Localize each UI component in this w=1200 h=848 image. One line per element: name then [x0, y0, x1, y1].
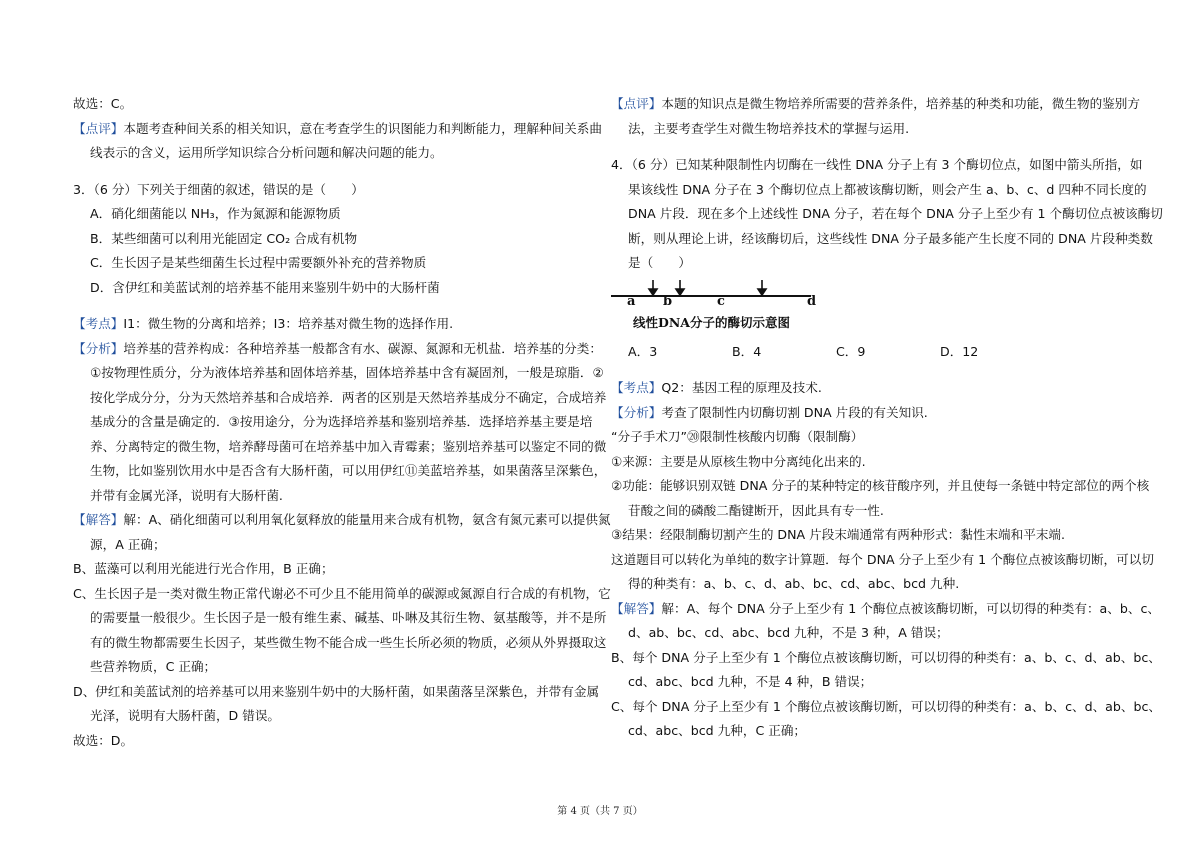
question-3-option-d: D．含伊红和美蓝试剂的培养基不能用来鉴别牛奶中的大肠杆菌 [90, 279, 440, 295]
comment-tag: 【点评】 [611, 96, 662, 111]
knowledge-point-text: I1：微生物的分离和培养；I3：培养基对微生物的选择作用. [123, 316, 454, 331]
knowledge-point-line [73, 312, 593, 337]
knowledge-point-tag: 【考点】 [611, 380, 662, 395]
comment-line: 法，主要考查学生对微生物培养技术的掌握与运用. [628, 120, 910, 136]
fragment-label-c: c [717, 293, 725, 309]
left-column [73, 92, 611, 753]
comment-text: 本题考查种间关系的相关知识，意在考查学生的识图能力和判断能力，理解种间关系曲 [123, 120, 602, 136]
answer-line: D、伊红和美蓝试剂的培养基可以用来鉴别牛奶中的大肠杆菌，如果菌落呈深紫色，并带有金属 [73, 683, 600, 699]
answer-line: 有的微生物都需要生长因子，某些微生物不能合成一些生长所必须的物质，必须从外界摄取这 [90, 634, 607, 650]
option-a: A．3 [628, 343, 658, 359]
answer-line: 光泽，说明有大肠杆菌，D 错误。 [90, 708, 281, 723]
right-column [611, 92, 1163, 744]
comment-line [611, 92, 1140, 117]
analysis-text: 考查了限制性内切酶切割 DNA 片段的有关知识. [661, 404, 928, 420]
knowledge-point-line [611, 376, 1131, 401]
comment-line: 线表示的含义，运用所学知识综合分析问题和解决问题的能力。 [90, 145, 443, 160]
question-4-stem: 断，则从理论上讲，经该酶切后，这些线性 DNA 分子最多能产生长度不同的 DNA 片段种类数 [628, 230, 1153, 246]
question-4-options [611, 340, 1131, 365]
answer-line [73, 508, 611, 533]
question-3-option-b: B．某些细菌可以利用光能固定 CO₂ 合成有机物 [90, 230, 358, 246]
answer-text: 解：A、硝化细菌可以利用氧化氨释放的能量用来合成有机物，氨含有氮元素可以提供氮 [123, 512, 611, 527]
option-c: C．9 [836, 343, 866, 359]
answer-tag: 【解答】 [73, 512, 124, 527]
option-b: B．4 [732, 343, 762, 359]
note-line: 得的种类有：a、b、c、d、ab、bc、cd、abc、bcd 九种. [628, 576, 960, 591]
analysis-line: 基成分的含量是确定的．③按用途分，分为选择培养基和鉴别培养基．选择培养基主要是培 [90, 414, 593, 429]
analysis-line: 按化学成分分，分为天然培养基和合成培养．两者的区别是天然培养基成分不确定，合成培养 [90, 389, 607, 405]
analysis-line [611, 401, 1131, 426]
answer-tag: 【解答】 [611, 600, 662, 616]
fragment-label-d: d [807, 293, 817, 309]
final-choice-line: 故选：D。 [73, 732, 134, 748]
question-3-option-a: A．硝化细菌能以 NH₃，作为氮源和能源物质 [90, 206, 341, 221]
answer-line: B、蓝藻可以利用光能进行光合作用，B 正确； [73, 561, 334, 576]
analysis-line: 生物，比如鉴别饮用水中是否含有大肠杆菌，可以用伊红⑪美蓝培养基，如果菌落呈深紫色， [90, 463, 607, 478]
dna-cut-diagram [611, 280, 821, 338]
answer-line: 源，A 正确； [90, 536, 166, 552]
question-4-stem: 是（ ） [628, 255, 691, 270]
note-line: ③结果：经限制酶切割产生的 DNA 片段末端通常有两种形式：黏性末端和平末端. [611, 527, 1066, 542]
comment-tag: 【点评】 [73, 120, 124, 136]
knowledge-point-text: Q2：基因工程的原理及技术. [661, 380, 822, 395]
cut-arrow [758, 280, 766, 295]
analysis-line [73, 337, 602, 362]
answer-line [611, 597, 1160, 622]
option-d: D．12 [940, 343, 979, 359]
analysis-line: ①按物理性质分，分为液体培养基和固体培养基，固体培养基中含有凝固剂，一般是琼脂．② [90, 365, 604, 380]
note-line: ①来源：主要是从原核生物中分离纯化出来的. [611, 453, 866, 469]
answer-line: cd、abc、bcd 九种，不是 4 种，B 错误； [628, 674, 873, 689]
cut-arrow [649, 280, 657, 295]
answer-text: 解：A、每个 DNA 分子上至少有 1 个酶位点被该酶切断，可以切得的种类有：a、b、c、 [661, 600, 1160, 616]
analysis-tag: 【分析】 [611, 404, 662, 420]
answer-line: 些营养物质，C 正确； [90, 659, 217, 674]
note-line: “分子手术刀”⑳限制性核酸内切酶（限制酶） [611, 429, 864, 444]
question-3-stem: 3．（6 分）下列关于细菌的叙述，错误的是（ ） [73, 181, 364, 197]
diagram-caption: 线性DNA分子的酶切示意图 [633, 314, 790, 330]
analysis-line: 并带有金属光泽，说明有大肠杆菌. [90, 487, 283, 503]
dna-line-svg [611, 280, 821, 314]
conclusion-line: 故选：C。 [73, 96, 133, 111]
cut-arrow [676, 280, 684, 295]
comment-text: 本题的知识点是微生物培养所需要的营养条件，培养基的种类和功能，微生物的鉴别方 [661, 96, 1140, 111]
fragment-label-b: b [663, 293, 673, 309]
answer-line: B、每个 DNA 分子上至少有 1 个酶位点被该酶切断，可以切得的种类有：a、b、c、d、ab、bc、 [611, 649, 1161, 665]
question-4-stem: 4．（6 分）已知某种限制性内切酶在一线性 DNA 分子上有 3 个酶切位点，如图中箭头所指，如 [611, 157, 1143, 172]
question-3-option-c: C．生长因子是某些细菌生长过程中需要额外补充的营养物质 [90, 255, 427, 270]
question-4-stem: 果该线性 DNA 分子在 3 个酶切位点上都被该酶切断，则会产生 a、b、c、d 四种不同长度的 [628, 181, 1147, 197]
note-line: 这道题目可以转化为单纯的数字计算题．每个 DNA 分子上至少有 1 个酶位点被该酶切断，可以切 [611, 551, 1154, 567]
answer-line: C、每个 DNA 分子上至少有 1 个酶位点被该酶切断，可以切得的种类有：a、b、c、d、ab、bc、 [611, 698, 1161, 714]
analysis-text: 培养基的营养构成：各种培养基一般都含有水、碳源、氮源和无机盐．培养基的分类： [123, 340, 602, 356]
note-line: 苷酸之间的磷酸二酯键断开，因此具有专一性. [628, 502, 884, 518]
analysis-tag: 【分析】 [73, 340, 124, 356]
fragment-label-a: a [627, 293, 636, 309]
knowledge-point-tag: 【考点】 [73, 316, 124, 331]
analysis-line: 养、分离特定的微生物，培养酵母菌可在培养基中加入青霉素；鉴别培养基可以鉴定不同的微 [90, 438, 607, 454]
page-footer: 第 4 页（共 7 页） [557, 806, 643, 817]
answer-line: 的需要量一般很少。生长因子是一般有维生素、碱基、卟啉及其衍生物、氨基酸等，并不是所 [90, 610, 607, 625]
answer-line: d、ab、bc、cd、abc、bcd 九种，不是 3 种，A 错误； [628, 625, 949, 640]
answer-line: cd、abc、bcd 九种，C 正确； [628, 723, 807, 738]
note-line: ②功能：能够识别双链 DNA 分子的某种特定的核苷酸序列，并且使每一条链中特定部位的两个核 [611, 478, 1150, 493]
question-4-stem: DNA 片段．现在多个上述线性 DNA 分子，若在每个 DNA 分子上至少有 1 个酶切位点被该酶切 [628, 206, 1163, 221]
comment-line [73, 117, 602, 142]
answer-line: C、生长因子是一类对微生物正常代谢必不可少且不能用简单的碳源或氮源自行合成的有机物，它 [73, 585, 611, 601]
